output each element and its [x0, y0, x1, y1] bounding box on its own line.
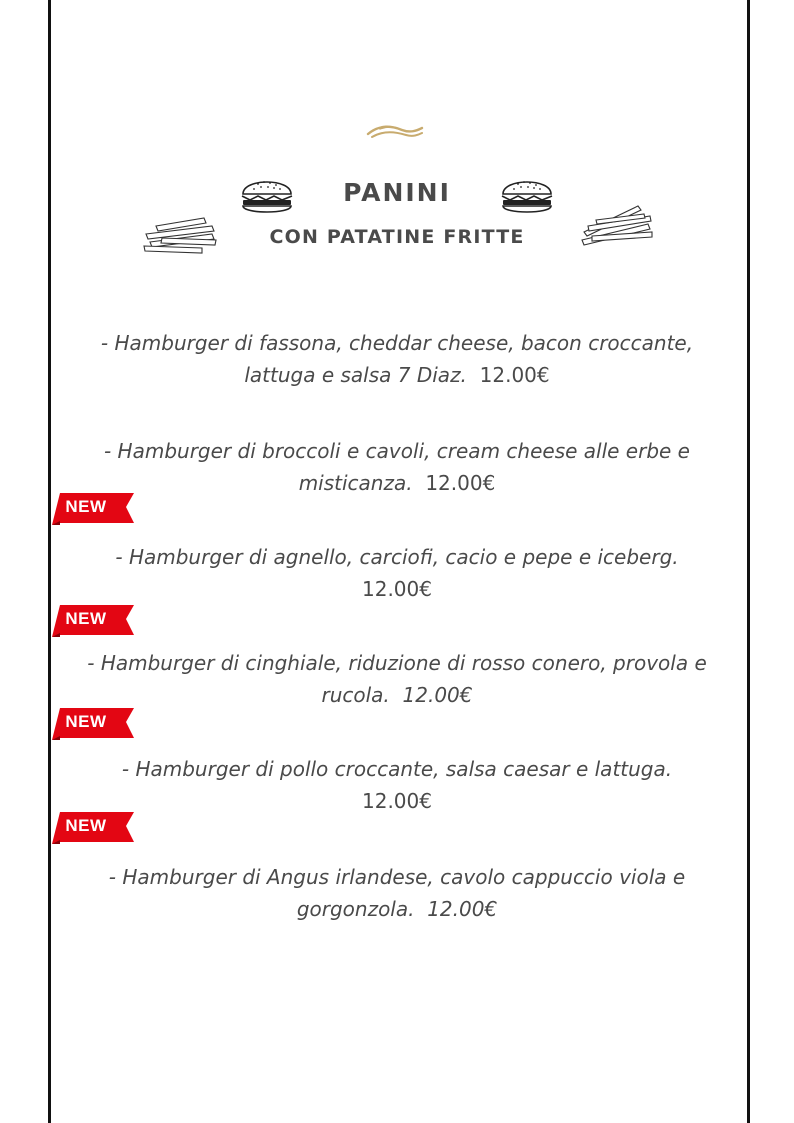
menu-item-price: 12.00€: [362, 789, 432, 813]
menu-item-text: - Hamburger di Angus irlandese, cavolo cappuccio viola e gorgonzola.: [108, 865, 686, 921]
menu-item-text: - Hamburger di pollo croccante, salsa caesar e lattuga.: [121, 757, 673, 781]
new-badge: [52, 810, 136, 844]
flourish-icon: [366, 122, 424, 142]
new-badge-label: NEW: [65, 712, 107, 731]
menu-item: [72, 541, 722, 605]
menu-item: [72, 435, 722, 499]
menu-item: [72, 861, 722, 925]
menu-item-price: 12.00€: [362, 577, 432, 601]
new-badge: [52, 603, 136, 637]
menu-subtitle: CON PATATINE FRITTE: [269, 226, 525, 248]
menu-item-price: 12.00€: [402, 683, 473, 707]
new-badge: [52, 706, 136, 740]
new-badge-label: NEW: [65, 609, 107, 628]
menu-item: [72, 647, 722, 711]
new-badge-label: NEW: [65, 816, 107, 835]
menu-item-text: - Hamburger di cinghiale, riduzione di rosso conero, provola e rucola.: [87, 651, 707, 707]
menu-item-text: - Hamburger di fassona, cheddar cheese, bacon croccante, lattuga e salsa 7 Diaz.: [100, 331, 694, 387]
menu-item-text: - Hamburger di broccoli e cavoli, cream cheese alle erbe e misticanza.: [103, 439, 690, 495]
menu-title: PANINI: [343, 178, 451, 207]
menu-item: [72, 327, 722, 391]
new-badge-label: NEW: [65, 497, 107, 516]
menu-item-price: 12.00€: [479, 363, 550, 387]
menu-item-price: 12.00€: [425, 471, 496, 495]
page-border-left: [48, 0, 51, 1123]
menu-item-price: 12.00€: [427, 897, 498, 921]
menu-item: [72, 753, 722, 817]
menu-item-text: - Hamburger di agnello, carciofi, cacio e pepe e iceberg.: [115, 545, 679, 569]
new-badge: [52, 491, 136, 525]
page-border-right: [747, 0, 750, 1123]
